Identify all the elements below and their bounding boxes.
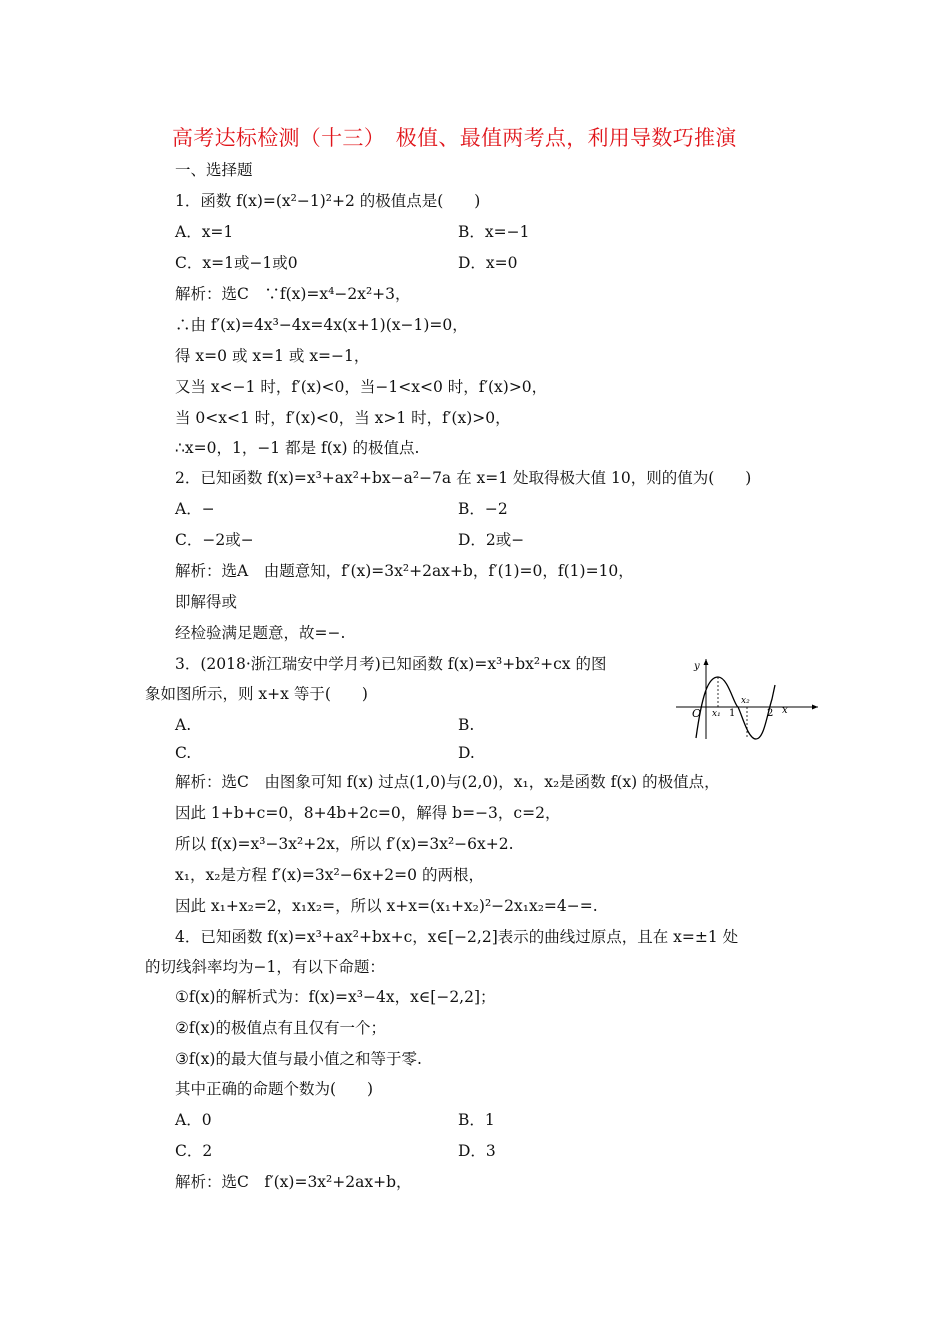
page-title: 高考达标检测（十三） 极值、最值两考点，利用导数巧推演 (172, 126, 737, 150)
y-label: y (694, 661, 700, 672)
q2-solution-line: 解析：选A 由题意知，f′(x)=3x²+2ax+b，f′(1)=0，f(1)=10， (175, 562, 634, 580)
q4-solution-line: 解析：选C f′(x)=3x²+2ax+b， (175, 1173, 412, 1191)
tick-1-label: 1 (729, 708, 736, 719)
q2-option-d: D．2或− (458, 531, 525, 549)
x-axis-arrow (812, 705, 818, 710)
q2-solution-line: 即解得或 (175, 593, 238, 611)
question-3-stem-cont: 象如图所示，则 x+x 等于( ) (145, 685, 368, 703)
question-4-stem-cont: 的切线斜率均为−1，有以下命题： (145, 958, 385, 976)
x2-label: x₂ (741, 696, 750, 706)
q1-option-d: D．x=0 (458, 254, 518, 272)
q4-proposition: ②f(x)的极值点有且仅有一个； (175, 1019, 386, 1037)
section-heading: 一、选择题 (175, 161, 253, 179)
q2-option-c: C．−2或− (175, 531, 254, 549)
q1-solution-line: ∴由 f′(x)=4x³−4x=4x(x+1)(x−1)=0， (175, 316, 468, 334)
q1-solution-line: 解析：选C ∵f(x)=x⁴−2x²+3， (175, 285, 411, 303)
question-3-stem: 3．(2018·浙江瑞安中学月考)已知函数 f(x)=x³+bx²+cx 的图 (175, 655, 607, 673)
q4-option-d: D．3 (458, 1142, 496, 1160)
q4-option-b: B．1 (458, 1111, 495, 1129)
q1-solution-line: 当 0<x<1 时，f′(x)<0，当 x>1 时，f′(x)>0， (175, 409, 511, 427)
x1-label: x₁ (712, 709, 721, 719)
cubic-function-graph (672, 655, 822, 740)
q2-solution-line: 经检验满足题意，故=−. (175, 624, 346, 642)
q3-option-d: D. (458, 744, 475, 762)
q3-solution-line: 所以 f(x)=x³−3x²+2x，所以 f′(x)=3x²−6x+2. (175, 835, 514, 853)
question-2-stem: 2．已知函数 f(x)=x³+ax²+bx−a²−7a 在 x=1 处取得极大值 10，则的值为( ) (175, 469, 752, 487)
q4-proposition: ③f(x)的最大值与最小值之和等于零. (175, 1050, 422, 1068)
question-1-stem: 1．函数 f(x)=(x²−1)²+2 的极值点是( ) (175, 192, 481, 210)
q3-option-a: A. (175, 716, 192, 734)
q4-option-a: A．0 (175, 1111, 212, 1129)
q1-option-c: C．x=1或−1或0 (175, 254, 298, 272)
q3-option-c: C. (175, 744, 192, 762)
q4-question: 其中正确的命题个数为( ) (175, 1080, 374, 1098)
q3-solution-line: 因此 x₁+x₂=2，x₁x₂=，所以 x+x=(x₁+x₂)²−2x₁x₂=4−=. (175, 897, 598, 915)
q4-option-c: C．2 (175, 1142, 213, 1160)
q1-option-b: B．x=−1 (458, 223, 530, 241)
q4-proposition: ①f(x)的解析式为：f(x)=x³−4x，x∈[−2,2]； (175, 988, 496, 1006)
y-axis-arrow (704, 659, 709, 665)
x-label: x (782, 705, 788, 716)
q3-solution-line: x₁，x₂是方程 f′(x)=3x²−6x+2=0 的两根， (175, 866, 484, 884)
origin-label: O (692, 707, 702, 720)
q1-solution-line: 得 x=0 或 x=1 或 x=−1， (175, 347, 370, 365)
q2-option-a: A．− (175, 500, 215, 518)
q1-solution-line: 又当 x<−1 时，f′(x)<0，当−1<x<0 时，f′(x)>0， (175, 378, 548, 396)
q2-option-b: B．−2 (458, 500, 508, 518)
q3-solution-line: 解析：选C 由图象可知 f(x) 过点(1,0)与(2,0)，x₁，x₂是函数 f(x) 的极值点， (175, 773, 720, 791)
tick-2-label: 2 (767, 708, 774, 719)
q3-option-b: B. (458, 716, 475, 734)
q3-solution-line: 因此 1+b+c=0，8+4b+2c=0，解得 b=−3，c=2， (175, 804, 561, 822)
q1-solution-line: ∴x=0，1，−1 都是 f(x) 的极值点. (175, 439, 420, 457)
question-4-stem: 4．已知函数 f(x)=x³+ax²+bx+c，x∈[−2,2]表示的曲线过原点，且在 x=±1 处 (175, 928, 739, 946)
curve (696, 677, 775, 739)
q1-option-a: A．x=1 (175, 223, 234, 241)
